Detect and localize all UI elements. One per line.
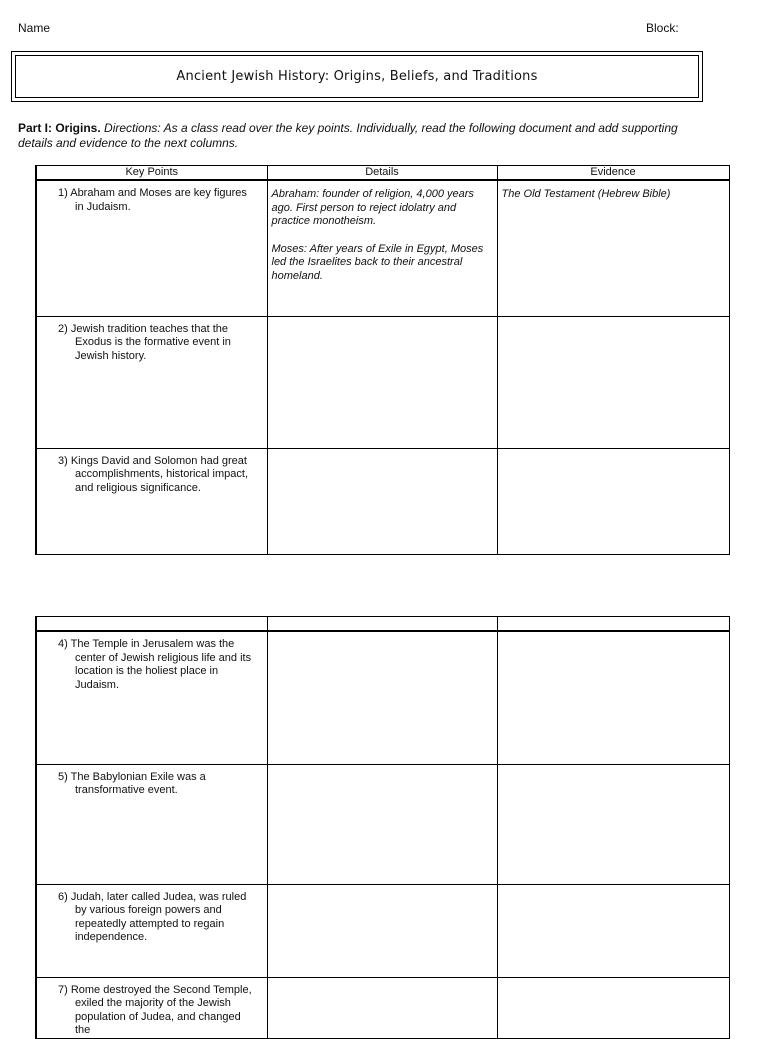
details-cell[interactable] bbox=[267, 631, 497, 764]
column-header-blank bbox=[36, 617, 267, 632]
evidence-cell[interactable] bbox=[497, 180, 729, 316]
details-cell[interactable] bbox=[267, 977, 497, 1038]
evidence-cell[interactable] bbox=[497, 631, 729, 764]
details-cell[interactable] bbox=[267, 316, 497, 448]
part1-directions: Directions: As a class read over the key points. Individually, read the following document and add supporting details and evidence to the next columns. bbox=[18, 121, 678, 150]
column-header-details: Details bbox=[267, 166, 497, 181]
column-header-evidence: Evidence bbox=[497, 166, 729, 181]
details-cell[interactable] bbox=[267, 884, 497, 977]
key-point-text: 3) Kings David and Solomon had great accomplishments, historical impact, and religious significance. bbox=[58, 454, 249, 494]
table-row bbox=[36, 448, 729, 554]
table-row bbox=[36, 977, 729, 1038]
worksheet-title: Ancient Jewish History: Origins, Beliefs, and Traditions bbox=[176, 69, 538, 84]
key-point-text: 7) Rome destroyed the Second Temple, exiled the majority of the Jewish population of Judea, and changed the bbox=[58, 983, 252, 1036]
evidence-text: The Old Testament (Hebrew Bible) bbox=[501, 188, 671, 200]
table-header-row bbox=[36, 166, 729, 181]
origins-table-2 bbox=[35, 616, 730, 1039]
evidence-cell[interactable] bbox=[497, 764, 729, 884]
column-header-key-points: Key Points bbox=[36, 166, 267, 181]
key-point-text: 6) Judah, later called Judea, was ruled by various foreign powers and repeatedly attempted to regain independence. bbox=[58, 890, 247, 943]
title-box-inner bbox=[15, 55, 699, 98]
column-header-blank bbox=[497, 617, 729, 632]
evidence-cell[interactable] bbox=[497, 884, 729, 977]
details-cell[interactable] bbox=[267, 764, 497, 884]
details-text: Moses: After years of Exile in Egypt, Moses led the Israelites back to their ancestral homeland. bbox=[271, 242, 484, 282]
evidence-cell[interactable] bbox=[497, 316, 729, 448]
evidence-cell[interactable] bbox=[497, 977, 729, 1038]
key-point-cell bbox=[36, 316, 267, 448]
key-point-cell bbox=[36, 977, 267, 1038]
table-row bbox=[36, 316, 729, 448]
part1-label: Part I: Origins. bbox=[18, 121, 101, 135]
key-point-text: 5) The Babylonian Exile was a transformative event. bbox=[58, 770, 206, 796]
key-point-cell bbox=[36, 764, 267, 884]
key-point-cell bbox=[36, 448, 267, 554]
key-point-cell bbox=[36, 180, 267, 316]
block-label: Block: bbox=[646, 21, 679, 35]
evidence-cell[interactable] bbox=[497, 448, 729, 554]
table-row bbox=[36, 180, 729, 316]
table-row bbox=[36, 631, 729, 764]
part1-instructions bbox=[18, 121, 708, 151]
table-row bbox=[36, 884, 729, 977]
key-point-text: 4) The Temple in Jerusalem was the center of Jewish religious life and its location is the holiest place in Judaism. bbox=[58, 638, 252, 691]
details-text: Abraham: founder of religion, 4,000 years ago. First person to reject idolatry and practice monotheism. bbox=[271, 188, 474, 227]
table-row bbox=[36, 764, 729, 884]
key-point-cell bbox=[36, 884, 267, 977]
origins-table-1 bbox=[35, 165, 730, 555]
details-cell[interactable] bbox=[267, 448, 497, 554]
name-label: Name bbox=[18, 21, 51, 35]
table-header-row bbox=[36, 617, 729, 632]
title-box bbox=[11, 51, 703, 102]
key-point-text: 2) Jewish tradition teaches that the Exodus is the formative event in Jewish history. bbox=[58, 322, 231, 362]
key-point-cell bbox=[36, 631, 267, 764]
column-header-blank bbox=[267, 617, 497, 632]
key-point-text: 1) Abraham and Moses are key figures in Judaism. bbox=[58, 187, 247, 213]
details-cell[interactable] bbox=[267, 180, 497, 316]
